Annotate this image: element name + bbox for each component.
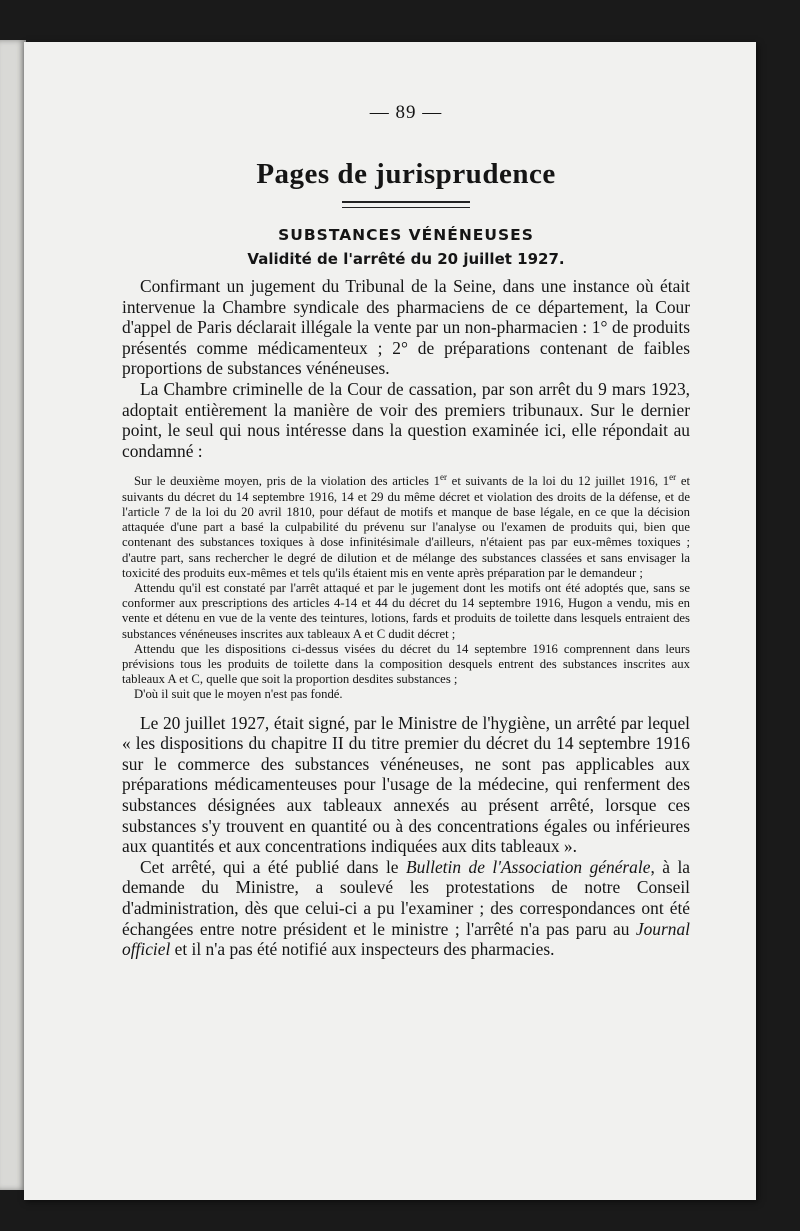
body-paragraph-4 — [122, 857, 690, 960]
body-paragraph-3: Le 20 juillet 1927, était signé, par le Ministre de l'hygiène, un arrêté par lequel « les dispositions du chapitre II du titre premier du décret du 14 septembre 1916 sur le commerce des substances vénéneuses, ne sont pas applicables aux préparations médicamenteuses pour l'usage de la médecine, qui renferment des substances désignées aux tableaux annexés au présent arrêté, lorsque ces substances s'y trouvent en quantité ou à des concentrations égales ou inférieures aux quantités et aux concentrations indiquées aux dits tableaux ». — [122, 712, 690, 857]
page-number: — 89 — — [369, 102, 443, 123]
page-title: Pages de jurisprudence — [256, 158, 556, 190]
quote-paragraph-3: Attendu que les dispositions ci-dessus visées du décret du 14 septembre 1916 comprennent dans leurs prévisions tous les produits de toilette dans la composition desquels entrent des substances inscrites aux tableaux A et C, quelle que soit la proportion desdites substances ; — [122, 641, 690, 687]
quote-paragraph-1 — [122, 470, 690, 581]
superscript: er — [439, 472, 447, 483]
paragraph-text: Cet arrêté, qui a été publié dans le — [140, 856, 406, 877]
publication-title: Journal officiel — [122, 918, 690, 960]
page-content — [122, 102, 690, 960]
quote-text: et suivants de la loi du 12 juillet 1916, 1 — [446, 474, 670, 489]
superscript: er — [669, 472, 677, 483]
publication-title: Bulletin de l'Association générale — [405, 856, 651, 877]
body-paragraph-2: La Chambre criminelle de la Cour de cassation, par son arrêt du 9 mars 1923, adoptait entièrement la manière de voir des premiers tribunaux. Sur le dernier point, le seul qui nous intéresse dans la question examinée ici, elle répondait au condamné : — [122, 378, 690, 461]
previous-page-edge — [0, 40, 26, 1190]
title-divider — [342, 201, 470, 208]
quote-paragraph-2: Attendu qu'il est constaté par l'arrêt attaqué et par le jugement dont les motifs ont été adoptés que, sans se conformer aux prescriptions des articles 4-14 et 44 du décret du 14 septembre 1916, Hugon a vendu, mis en vente et détenu en vue de la vente des teintures, lotions, fards et produits de toilette dans lesquels entraient des substances vénéneuses inscrites aux tableaux A et C dudit décret ; — [122, 581, 690, 641]
section-heading: SUBSTANCES VÉNÉNEUSES — [278, 226, 534, 244]
quote-text: Sur le deuxième moyen, pris de la violation des articles 1 — [134, 474, 440, 489]
court-ruling-quote — [122, 470, 690, 702]
subsection-heading: Validité de l'arrêté du 20 juillet 1927. — [247, 250, 565, 268]
quote-text: et suivants du décret du 14 septembre 1916, 14 et 29 du même décret et violation des droits de la défense, et de l'article 7 de la loi du 20 avril 1810, pour défaut de motifs et manque de base légale, en ce que la décision attaquée d'une part a basé la culpabilité du prévenu sur l'analyse ou l'examen de produits qui, bien que contenant des substances toxiques à dose infinitésimale d'ailleurs, n'étaient pas par eux-mêmes toxiques ; d'autre part, sans rechercher le degré de dilution et de mélange des substances classées et sans envisager la toxicité des produits eux-mêmes et tels qu'ils étaient mis en vente après préparation par le demandeur ; — [122, 474, 690, 580]
paragraph-text: et il n'a pas été notifié aux inspecteurs des pharmacies. — [170, 939, 555, 960]
paragraph-text: , à la demande du Ministre, a soulevé les protestations de notre Conseil d'administration, dès que celui-ci a pu l'examiner ; des correspondances ont été échangées entre notre président et le ministre ; l'arrêté n'a pas paru au — [122, 856, 691, 939]
document-page — [24, 42, 756, 1200]
body-paragraph-1: Confirmant un jugement du Tribunal de la Seine, dans une instance où était intervenue la Chambre syndicale des pharmaciens de ce département, la Cour d'appel de Paris déclarait illégale la vente par un non-pharmacien : 1° de produits présentés comme médicamenteux ; 2° de préparations contenant de faibles proportions de substances vénéneuses. — [122, 276, 690, 379]
quote-paragraph-4: D'où il suit que le moyen n'est pas fondé. — [134, 687, 343, 702]
